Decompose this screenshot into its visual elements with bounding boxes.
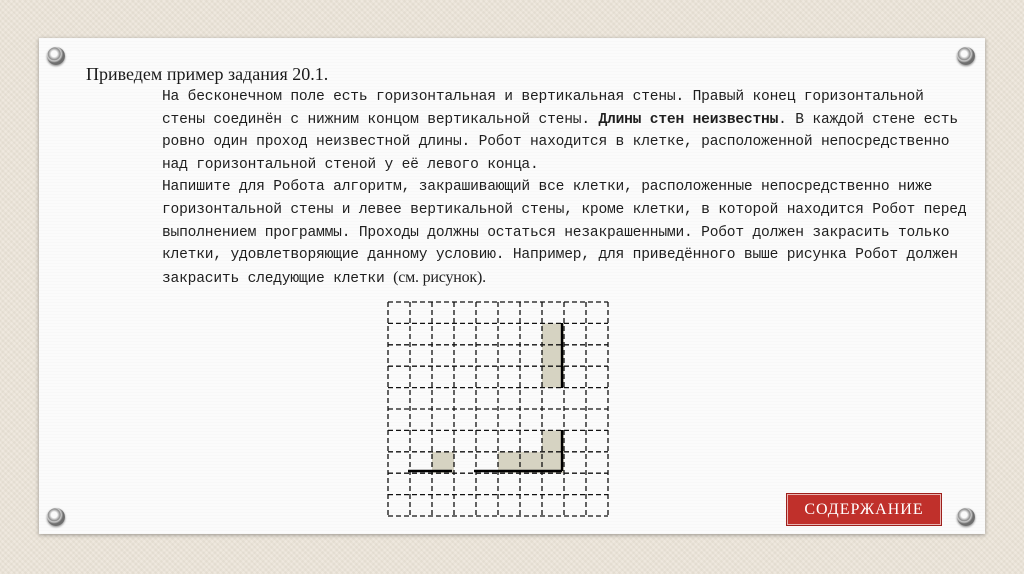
task-text-part: На бесконечном поле есть горизонтальная и вертикальная стены. Правый конец горизонтальной стены соединён с нижним концом вертикальной стены. bbox=[162, 89, 924, 128]
task-paragraph-2 bbox=[86, 176, 968, 290]
task-paragraph-1 bbox=[86, 86, 968, 176]
painted-cell bbox=[542, 345, 564, 366]
task-text bbox=[86, 86, 968, 290]
task-text-part: . В каждой стене есть ровно один проход неизвестной длины. Робот находится в клетке, расположенной непосредственно над горизонтальной стеной у её левого конца. bbox=[162, 111, 958, 173]
pin-icon bbox=[47, 508, 65, 526]
robot-field-figure bbox=[386, 300, 610, 518]
task-text-emphasis: Длины стен неизвестны bbox=[598, 111, 779, 128]
slide-title: Приведем пример задания 20.1. bbox=[86, 64, 329, 84]
contents-button[interactable]: СОДЕРЖАНИЕ bbox=[787, 494, 941, 525]
painted-cell bbox=[542, 430, 564, 451]
field-grid bbox=[388, 302, 608, 516]
pin-icon bbox=[47, 47, 65, 65]
task-text-part: Напишите для Робота алгоритм, закрашивающий все клетки, расположенные непосредственно ниже горизонтальной стены и левее вертикальной стены, кроме клетки, в которой находится Робот перед выполнением программы. Проходы должны остаться незакрашенными. Робот должен закрасить только клетки, удовлетворяющие данному условию. Например, для приведённого выше рисунка Робот должен закрасить следующие клетки bbox=[162, 179, 967, 287]
pin-icon bbox=[957, 47, 975, 65]
painted-cell bbox=[542, 323, 564, 344]
painted-cell bbox=[542, 366, 564, 387]
task-text-part: (см. рисунок). bbox=[393, 268, 486, 286]
pin-icon bbox=[957, 508, 975, 526]
